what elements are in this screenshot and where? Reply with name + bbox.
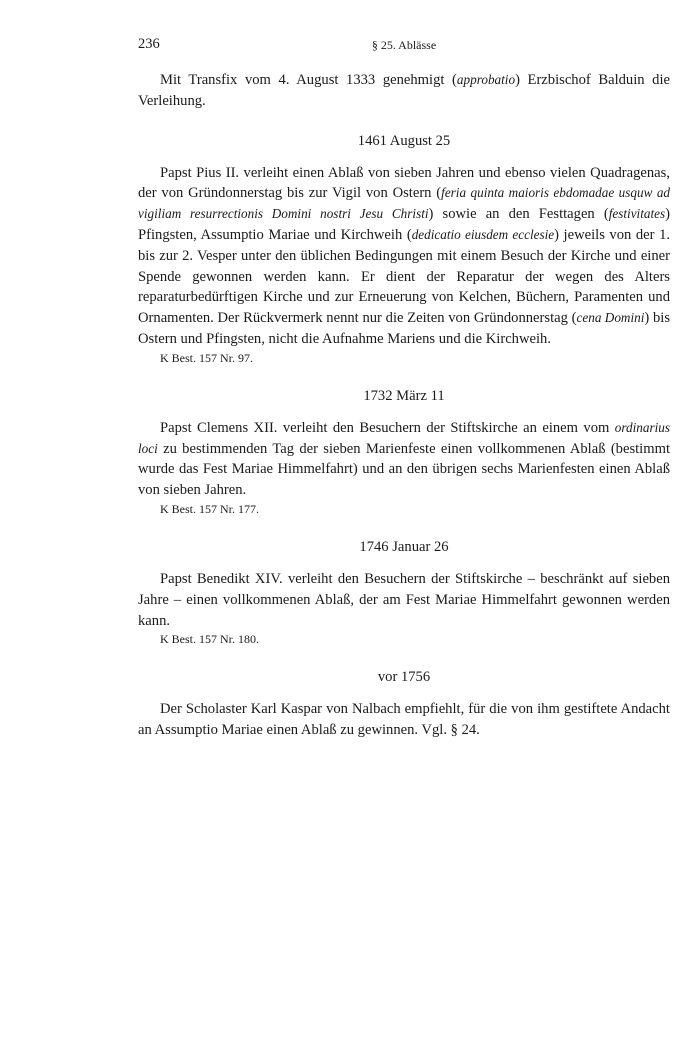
entry-text-1732: Papst Clemens XII. verleiht den Besuchern der Stiftskirche an einem vom ordinarius loci zu bestimmenden Tag der sieben Marienfeste einen vollkommenen Ablaß (bestimmt wurde das Fest Mariae Himmelfahrt) und an den übrigen sechs Marienfesten einen Ablaß von sieben Jahren. [138, 419, 670, 499]
entry-text-1746: Papst Benedikt XIV. verleiht den Besuchern der Stiftskirche – beschränkt auf sieben Jahre – einen vollkommenen Ablaß, der am Fest Mariae Himmelfahrt gewonnen werden kann. [138, 570, 670, 629]
entry-date-1461: 1461 August 25 [357, 132, 451, 149]
page-number: 236 [138, 36, 160, 52]
entry-text-1756: Der Scholaster Karl Kaspar von Nalbach empfiehlt, für die von ihm gestiftete Andacht an Assumptio Mariae einen Ablaß zu gewinnen. Vgl. § 24. [138, 701, 670, 739]
entry-text-1461: Papst Pius II. verleiht einen Ablaß von sieben Jahren und ebenso vielen Quadragenas, der von Gründonnerstag bis zur Vigil von Ostern (feria quinta maioris ebdomadae usquw ad vigiliam resurrectionis Domini nostri Jesu Christi) sowie an den Festtagen (festivitates) Pfingsten, Assumptio Mariae und Kirchweih (dedicatio eiusdem ecclesie) jeweils von der 1. bis zur 2. Vesper unter den üblichen Bedingungen mit einem Besuch der Kirche und einer Spende gewonnen werden kann. Er dient der Reparatur der wegen des Alters reparaturbedürftigen Kirche und zur Erneuerung von Kelchen, Büchern, Paramenten und Ornamenten. Der Rückvermerk nennt nur die Zeiten von Gründonnerstag (cena Domini) bis Ostern und Pfingsten, nicht die Aufnahme Mariens und die Kirchweih. [138, 164, 671, 347]
running-title: § 25. Ablässe [371, 38, 437, 52]
entry-date-1756: vor 1756 [377, 669, 431, 686]
entry-source-1732: K Best. 157 Nr. 177. [160, 501, 259, 516]
entry-source-1746: K Best. 157 Nr. 180. [160, 632, 259, 647]
entry-date-1746: 1746 Januar 26 [359, 538, 449, 555]
entry-source-1461: K Best. 157 Nr. 97. [160, 350, 253, 365]
running-head [138, 36, 670, 60]
intro-paragraph: Mit Transfix vom 4. August 1333 genehmigt (approbatio) Erzbischof Balduin die Verleihung. [138, 72, 671, 109]
entry-date-1732: 1732 März 11 [363, 387, 445, 404]
document-page [138, 36, 670, 741]
